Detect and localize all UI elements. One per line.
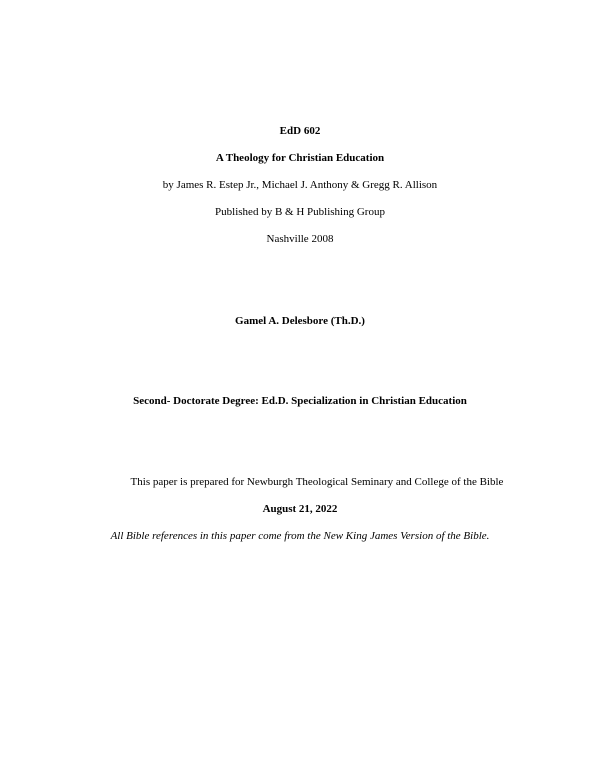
prepared-for-line: This paper is prepared for Newburgh Theological Seminary and College of the Bible (130, 476, 504, 488)
book-authors: by James R. Estep Jr., Michael J. Anthony & Gregg R. Allison (162, 179, 438, 191)
course-code: EdD 602 (279, 125, 321, 137)
publication-place-year: Nashville 2008 (266, 233, 334, 245)
book-title: A Theology for Christian Education (215, 152, 385, 164)
degree-line: Second- Doctorate Degree: Ed.D. Specialization in Christian Education (133, 395, 467, 407)
book-publisher: Published by B & H Publishing Group (215, 206, 385, 218)
bible-version-note: All Bible references in this paper come from the New King James Version of the Bible. (110, 530, 490, 542)
student-name: Gamel A. Delesbore (Th.D.) (235, 315, 365, 327)
submission-date: August 21, 2022 (262, 503, 338, 515)
